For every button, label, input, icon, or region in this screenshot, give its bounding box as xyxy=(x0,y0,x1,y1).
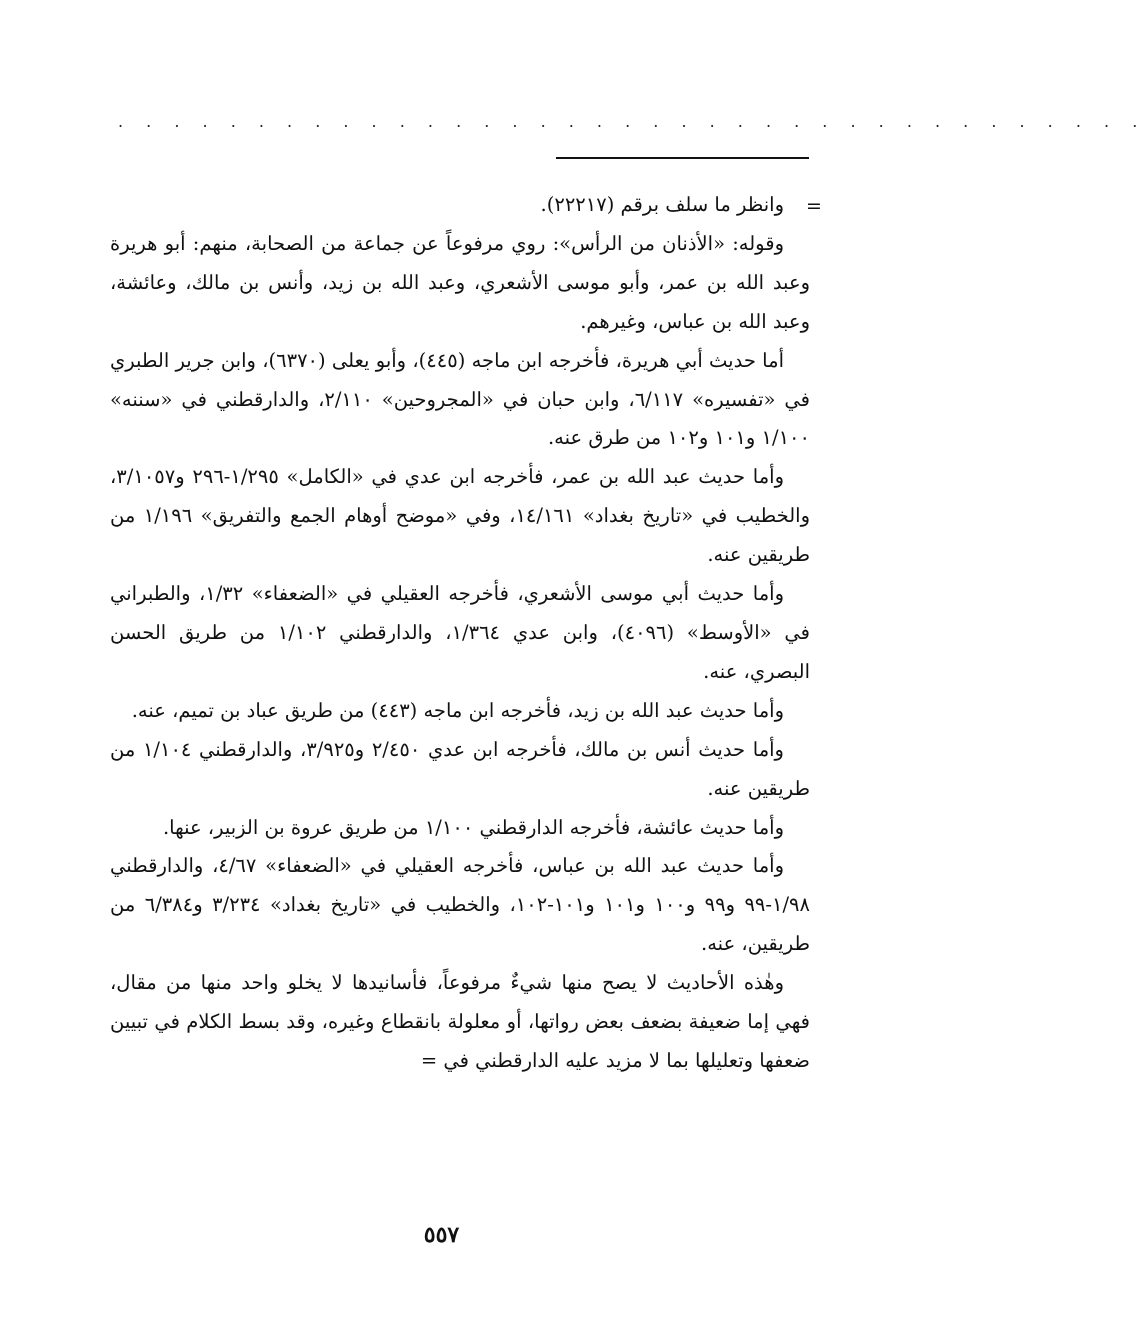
footnote-paragraph: أما حديث أبي هريرة، فأخرجه ابن ماجه (٤٤٥)، وأبو يعلى (٦٣٧٠)، وابن جرير الطبري في «تفسيره» ٦/١١٧، وابن حبان في «المجروحين» ٢/١١٠، والدارقطني في «سننه» ١/١٠٠ و١٠١ و١٠٢ من طرق عنه. xyxy=(110,348,810,450)
footnote-separator xyxy=(556,157,809,159)
footnote-paragraph: وأما حديث أبي موسى الأشعري، فأخرجه العقيلي في «الضعفاء» ١/٣٢، والطبراني في «الأوسط» (٤٠٩٦)، وابن عدي ١/٣٦٤، والدارقطني ١/١٠٢ من طريق الحسن البصري، عنه. xyxy=(110,582,810,683)
footnotes-block xyxy=(110,186,810,1081)
footnote-paragraph: وقوله: «الأذنان من الرأس»: روي مرفوعاً عن جماعة من الصحابة، منهم: أبو هريرة وعبد الله بن عمر، وأبو موسى الأشعري، وعبد الله بن زيد، وأنس بن مالك، وعائشة، وعبد الله بن عباس، وغيرهم. xyxy=(110,231,810,333)
footnote-paragraph: وأما حديث أنس بن مالك، فأخرجه ابن عدي ٢/٤٥٠ و٣/٩٢٥، والدارقطني ١/١٠٤ من طريقين عنه. xyxy=(110,737,810,800)
footnote-paragraph: وأما حديث عبد الله بن عمر، فأخرجه ابن عدي في «الكامل» ١/٢٩٥-٢٩٦ و٣/١٠٥٧، والخطيب في «تاريخ بغداد» ١٤/١٦١، وفي «موضح أوهام الجمع والتفريق» ١/١٩٦ من طريقين عنه. xyxy=(110,465,810,567)
footnote-paragraph: وأما حديث عبد الله بن عباس، فأخرجه العقيلي في «الضعفاء» ٤/٦٧، والدارقطني ١/٩٨-٩٩ و٩٩ و١٠٠ و١٠١ و١٠١-١٠٢، والخطيب في «تاريخ بغداد» ٣/٢٣٤ و٦/٣٨٤ من طريقين، عنه. xyxy=(110,854,810,956)
footnote-paragraph: وانظر ما سلف برقم (٢٢٢١٧). xyxy=(540,193,784,216)
page-number: ٥٥٧ xyxy=(423,1222,460,1248)
footnote-paragraph: وأما حديث عبد الله بن زيد، فأخرجه ابن ماجه (٤٤٣) من طريق عباد بن تميم، عنه. xyxy=(131,698,784,722)
footnote-paragraph: وهٰذه الأحاديث لا يصح منها شيءٌ مرفوعاً، فأسانيدها لا يخلو واحد منها من مقال، فهي إما ضعيفة بضعف بعض رواتها، أو معلولة بانقطاع وغيره، وقد بسط الكلام في تبيين ضعفها وتعليلها بما لا مزيد عليه الدارقطني في = xyxy=(110,971,810,1072)
footnote-paragraph: وأما حديث عائشة، فأخرجه الدارقطني ١/١٠٠ من طريق عروة بن الزبير، عنها. xyxy=(162,815,784,839)
header-dotted-line: . . . . . . . . . . . . . . . . . . . . . . . . . . . . . . . . . . . . . xyxy=(118,112,1146,131)
continuation-mark: = xyxy=(806,195,822,217)
